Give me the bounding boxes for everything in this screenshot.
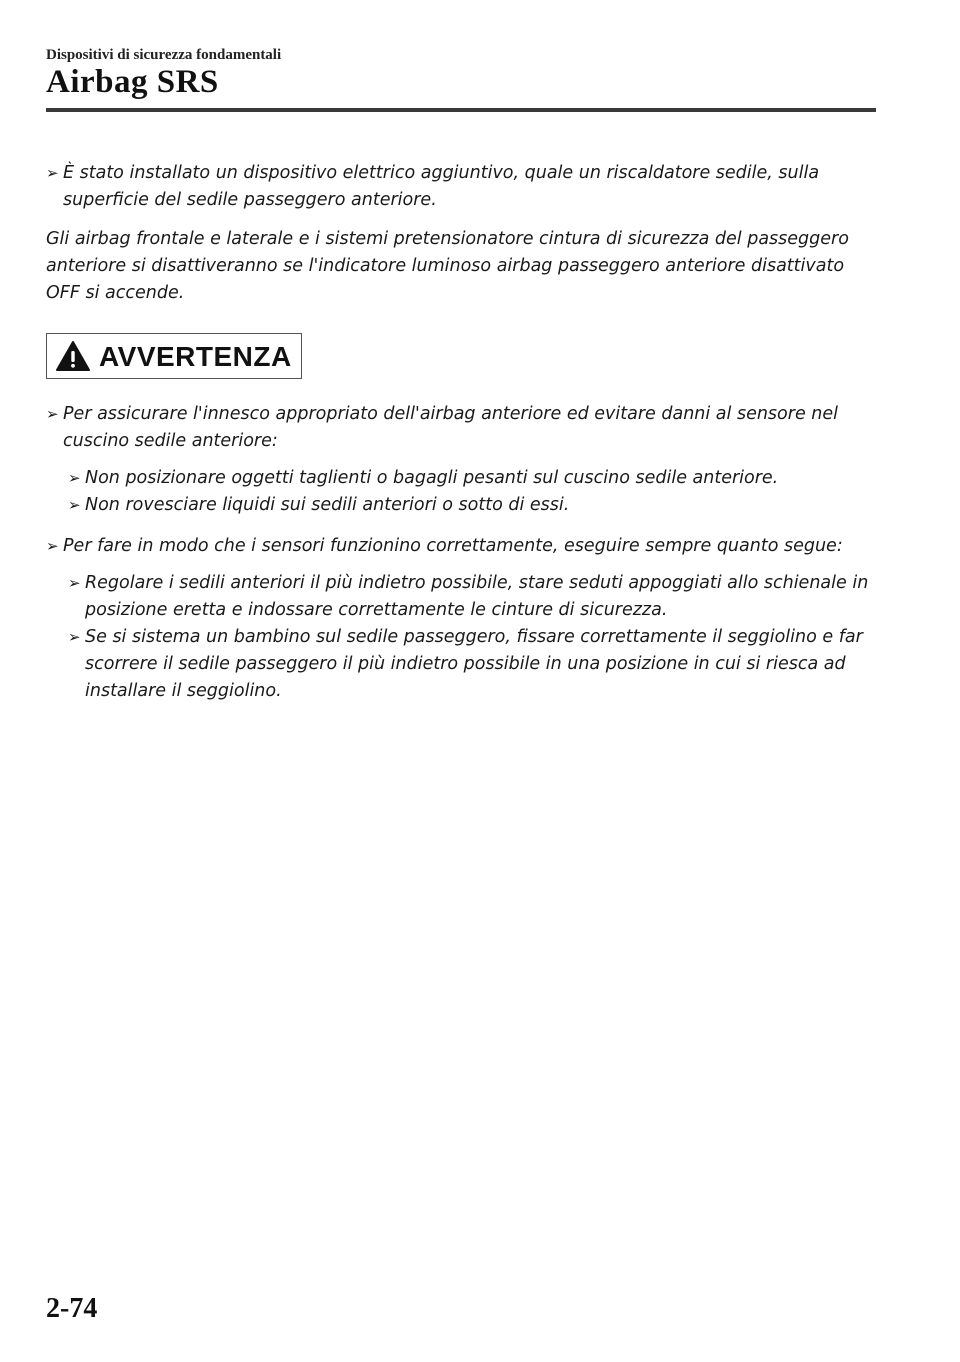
page-number: 2-74 — [46, 1293, 98, 1324]
warning-triangle-icon — [55, 340, 91, 372]
body-paragraph: Gli airbag frontale e laterale e i sistemi pretensionatore cintura di sicurezza del passeggero anteriore si disattiveranno se l'indicatore luminoso airbag passeggero anteriore disattivato OFF si accende. — [46, 229, 849, 303]
warning-subitem: ➢ Non posizionare oggetti taglienti o bagagli pesanti sul cuscino sedile anteriore. — [68, 465, 876, 492]
bullet-arrow-icon: ➢ — [68, 469, 81, 487]
bullet-arrow-icon: ➢ — [46, 537, 59, 555]
warning-item: ➢ Per fare in modo che i sensori funzionino correttamente, eseguire sempre quanto segue: — [46, 533, 876, 560]
page-title: Airbag SRS — [46, 64, 219, 100]
intro-bullet: ➢ È stato installato un dispositivo elettrico aggiuntivo, quale un riscaldatore sedile, sulla superficie del sedile passeggero anteriore. — [46, 160, 876, 214]
warning-subitem: ➢ Non rovesciare liquidi sui sedili anteriori o sotto di essi. — [68, 492, 876, 519]
bullet-arrow-icon: ➢ — [46, 405, 59, 423]
bullet-arrow-icon: ➢ — [68, 496, 81, 514]
warning-subitem: ➢ Regolare i sedili anteriori il più indietro possibile, stare seduti appoggiati allo schienale in posizione eretta e indossare correttamente le cinture di sicurezza. — [68, 570, 876, 624]
section-label: Dispositivi di sicurezza fondamentali — [46, 47, 282, 63]
title-rule — [46, 108, 876, 112]
page-content — [46, 160, 876, 705]
bullet-arrow-icon: ➢ — [68, 574, 81, 592]
bullet-arrow-icon: ➢ — [68, 628, 81, 646]
warning-item: ➢ Per assicurare l'innesco appropriato dell'airbag anteriore ed evitare danni al sensore nel cuscino sedile anteriore: — [46, 401, 876, 455]
warning-subitem: ➢ Se si sistema un bambino sul sedile passeggero, fissare correttamente il seggiolino e far scorrere il sedile passeggero il più indietro possibile in una posizione in cui si riesca ad installare il seggiolino. — [68, 624, 876, 705]
bullet-arrow-icon: ➢ — [46, 164, 59, 182]
warning-box — [46, 333, 302, 379]
warning-label: AVVERTENZA — [99, 340, 292, 372]
